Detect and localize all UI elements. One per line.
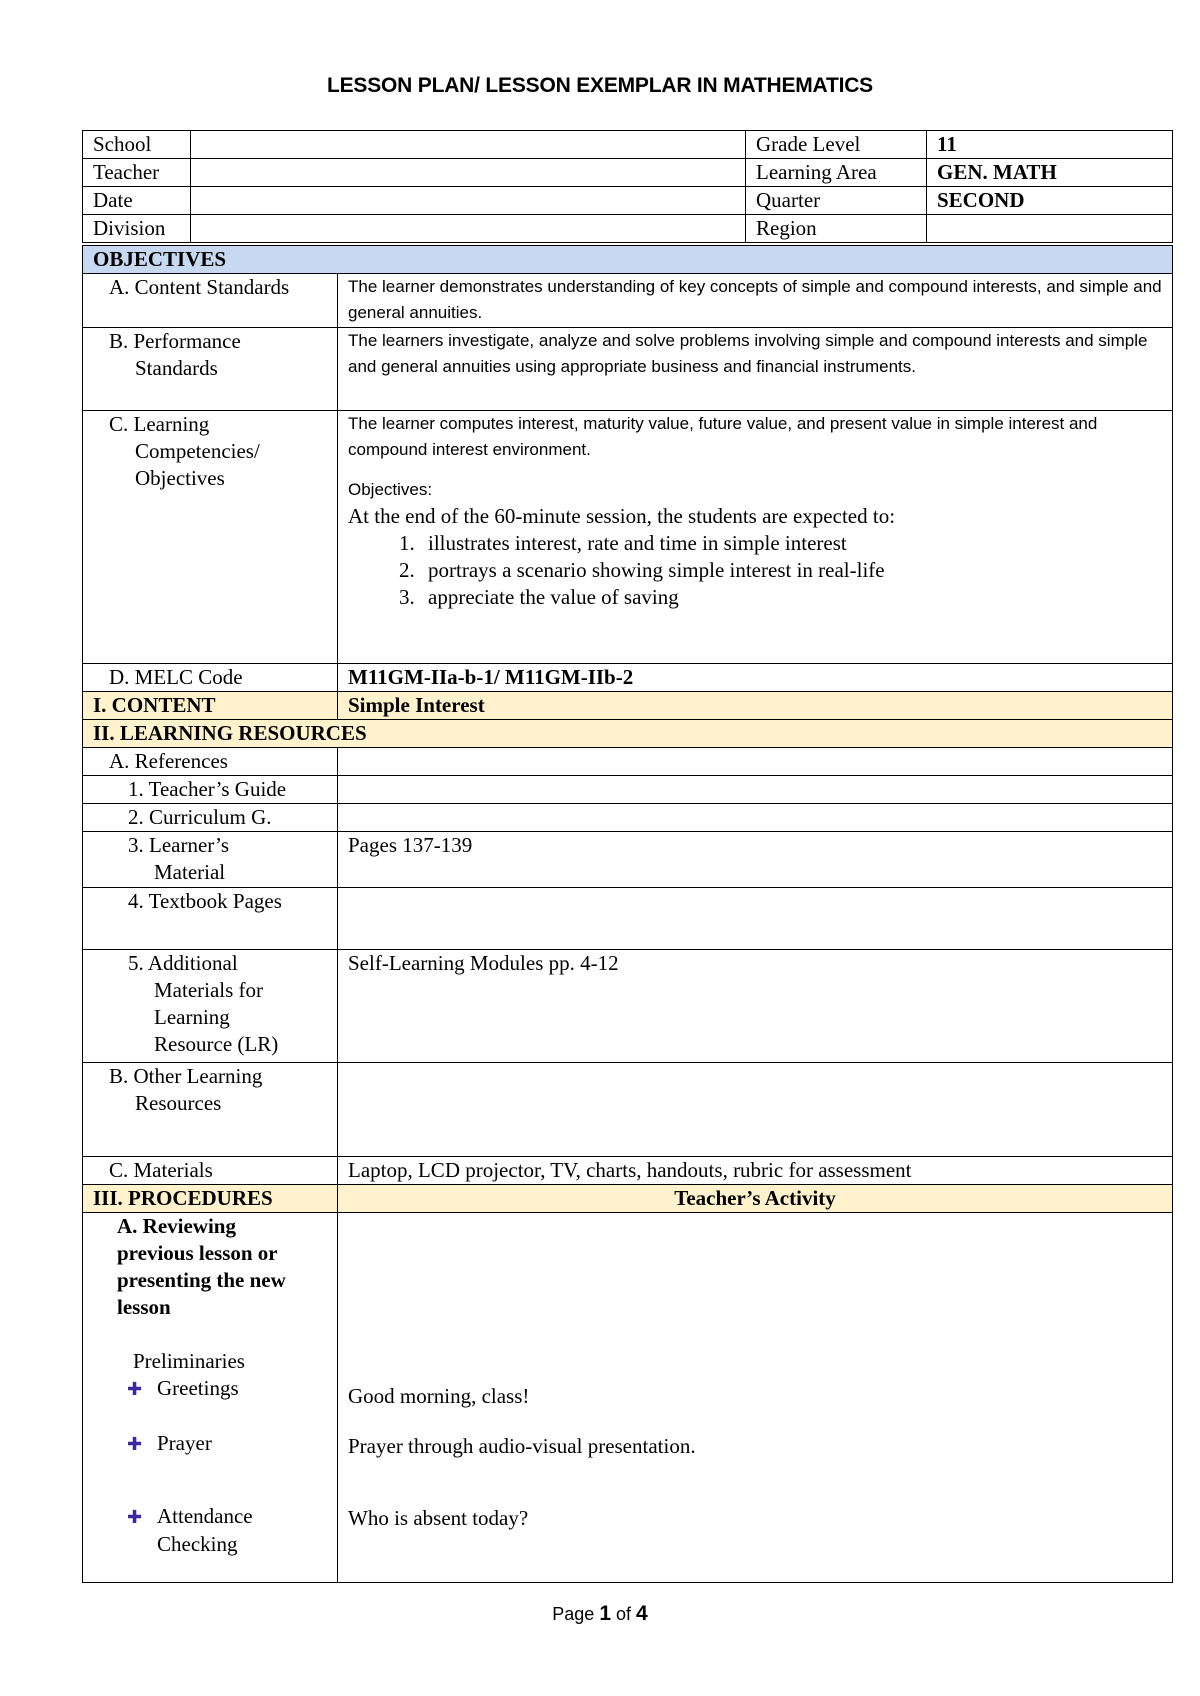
- learning-area-value[interactable]: GEN. MATH: [927, 159, 1173, 187]
- references-label: A. References: [83, 748, 338, 776]
- region-label: Region: [746, 215, 927, 243]
- list-item: 2. portrays a scenario showing simple interest in real-life: [420, 557, 1172, 584]
- division-label: Division: [83, 215, 191, 243]
- attendance-text: Who is absent today?: [348, 1506, 529, 1530]
- teachers-guide-value: [338, 776, 1173, 804]
- footer-page-number: 1: [599, 1602, 611, 1625]
- add-label-line: 5. Additional: [128, 951, 238, 975]
- objectives-intro: At the end of the 60-minute session, the students are expected to:: [348, 504, 896, 528]
- curriculum-guide-label: 2. Curriculum G.: [83, 804, 338, 832]
- teachers-guide-label: 1. Teacher’s Guide: [83, 776, 338, 804]
- competency-label-line: Competencies/: [135, 439, 260, 463]
- textbook-pages-value: [338, 888, 1173, 950]
- references-value: [338, 748, 1173, 776]
- arrow-bullet-icon: ✚: [127, 1434, 143, 1454]
- content-value: Simple Interest: [338, 692, 1173, 720]
- objectives-label: Objectives:: [348, 480, 433, 499]
- performance-label-line: B. Performance: [109, 329, 241, 353]
- footer-total-pages: 4: [636, 1602, 648, 1625]
- attendance-item: [117, 1503, 337, 1558]
- arrow-bullet-icon: ✚: [127, 1379, 143, 1399]
- learning-competencies-cell: [338, 411, 1173, 664]
- lm-label-line: Material: [154, 860, 226, 884]
- add-label-line: Resource (LR): [154, 1032, 279, 1056]
- review-cell: [83, 1213, 338, 1583]
- performance-standards-label: [83, 328, 338, 411]
- grade-level-value[interactable]: 11: [927, 131, 1173, 159]
- lm-label-line: 3. Learner’s: [128, 833, 230, 857]
- attendance-label: Attendance: [157, 1504, 253, 1528]
- objectives-heading: OBJECTIVES: [83, 246, 1173, 274]
- grade-level-label: Grade Level: [746, 131, 927, 159]
- additional-materials-value: Self-Learning Modules pp. 4-12: [338, 950, 1173, 1063]
- prayer-item: [117, 1430, 337, 1458]
- division-value[interactable]: [191, 215, 746, 243]
- preliminaries-label: Preliminaries: [133, 1349, 245, 1373]
- footer-prefix: Page: [552, 1604, 595, 1624]
- other-resources-label: [83, 1063, 338, 1157]
- teacher-label: Teacher: [83, 159, 191, 187]
- content-heading: I. CONTENT: [83, 692, 338, 720]
- page-footer: [0, 1602, 1200, 1626]
- learners-material-value: Pages 137-139: [338, 832, 1173, 888]
- lesson-table: [82, 245, 1173, 1583]
- melc-code-label: D. MELC Code: [83, 664, 338, 692]
- date-value[interactable]: [191, 187, 746, 215]
- other-label-line: B. Other Learning: [109, 1064, 263, 1088]
- content-standards-label: A. Content Standards: [83, 274, 338, 328]
- other-label-line: Resources: [135, 1091, 222, 1115]
- teacher-value[interactable]: [191, 159, 746, 187]
- materials-label: C. Materials: [83, 1157, 338, 1185]
- review-label: [117, 1213, 337, 1321]
- objectives-list: [348, 530, 1172, 611]
- competency-label-line: C. Learning: [109, 412, 210, 436]
- prayer-text: Prayer through audio-visual presentation.: [348, 1434, 696, 1458]
- textbook-pages-label: 4. Textbook Pages: [83, 888, 338, 950]
- content-standards-text: The learner demonstrates understanding of key concepts of simple and compound interests, and simple and general annuities.: [338, 274, 1173, 328]
- date-label: Date: [83, 187, 191, 215]
- learning-resources-heading: II. LEARNING RESOURCES: [83, 720, 1173, 748]
- melc-code-value: M11GM-IIa-b-1/ M11GM-IIb-2: [338, 664, 1173, 692]
- greetings-label: Greetings: [157, 1376, 239, 1400]
- competency-label-line: Objectives: [135, 466, 225, 490]
- greetings-text: Good morning, class!: [348, 1384, 530, 1408]
- additional-materials-label: [83, 950, 338, 1063]
- performance-label-line: Standards: [135, 356, 218, 380]
- quarter-label: Quarter: [746, 187, 927, 215]
- materials-value: Laptop, LCD projector, TV, charts, handouts, rubric for assessment: [338, 1157, 1173, 1185]
- arrow-bullet-icon: ✚: [127, 1507, 143, 1527]
- performance-standards-text: The learners investigate, analyze and solve problems involving simple and compound interests and simple and general annuities using appropriate business and financial instruments.: [338, 328, 1173, 411]
- add-label-line: Materials for: [154, 978, 264, 1002]
- quarter-value[interactable]: SECOND: [927, 187, 1173, 215]
- attendance-label: Checking: [157, 1532, 238, 1556]
- learning-area-label: Learning Area: [746, 159, 927, 187]
- activity-cell: [338, 1213, 1173, 1583]
- school-value[interactable]: [191, 131, 746, 159]
- add-label-line: Learning: [154, 1005, 230, 1029]
- region-value[interactable]: [927, 215, 1173, 243]
- teachers-activity-heading: Teacher’s Activity: [338, 1185, 1173, 1213]
- review-label-line: A. Reviewing: [117, 1214, 236, 1238]
- review-label-line: previous lesson or: [117, 1241, 278, 1265]
- page-title: LESSON PLAN/ LESSON EXEMPLAR IN MATHEMATICS: [327, 74, 873, 97]
- list-item: 1. illustrates interest, rate and time in simple interest: [420, 530, 1172, 557]
- school-label: School: [83, 131, 191, 159]
- curriculum-guide-value: [338, 804, 1173, 832]
- info-table: [82, 130, 1173, 243]
- footer-of: of: [616, 1604, 632, 1624]
- learners-material-label: [83, 832, 338, 888]
- learning-competencies-label: [83, 411, 338, 664]
- other-resources-value: [338, 1063, 1173, 1157]
- review-label-line: lesson: [117, 1295, 171, 1319]
- greetings-item: [117, 1375, 337, 1403]
- review-label-line: presenting the new: [117, 1268, 286, 1292]
- procedures-heading: III. PROCEDURES: [83, 1185, 338, 1213]
- competency-text: The learner computes interest, maturity value, future value, and present value in simple interest and compound interest environment.: [348, 414, 1098, 459]
- prayer-label: Prayer: [157, 1431, 212, 1455]
- list-item: 3. appreciate the value of saving: [420, 584, 1172, 611]
